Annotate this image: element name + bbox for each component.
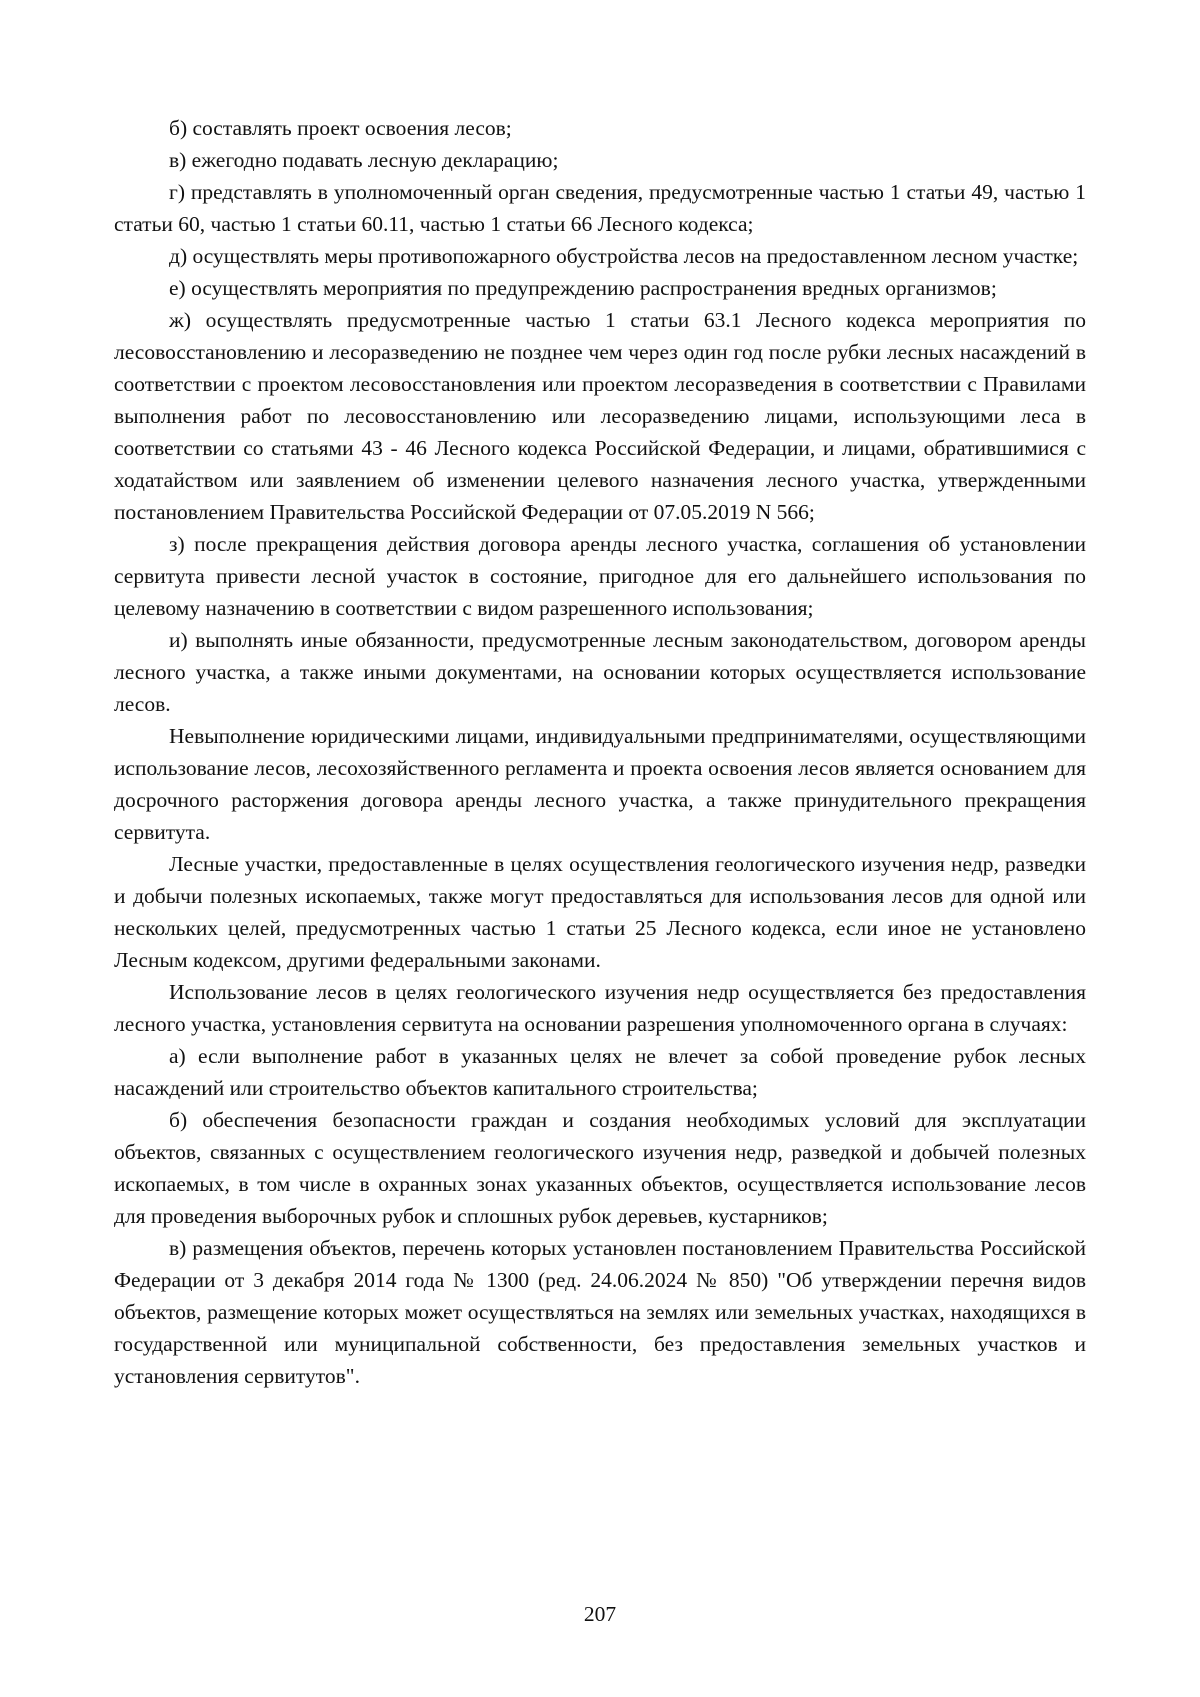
document-body [114, 112, 1086, 1392]
paragraph-b-safety-felling: б) обеспечения безопасности граждан и создания необходимых условий для эксплуатации объектов, связанных с осуществлением геологического изучения недр, разведкой и добычей полезных ископаемых, в том числе в охранных зонах указанных объектов, осуществляется использование лесов для проведения выборочных рубок и сплошных рубок деревьев, кустарников; [114, 1108, 1086, 1228]
paragraph-geological-use-without-plot: Использование лесов в целях геологического изучения недр осуществляется без предоставления лесного участка, установления сервитута на основании разрешения уполномоченного органа в случаях: [114, 980, 1086, 1036]
paragraph-e-pest-prevention: е) осуществлять мероприятия по предупреждению распространения вредных организмов; [169, 276, 997, 300]
paragraph-g-submit-information: г) представлять в уполномоченный орган сведения, предусмотренные частью 1 статьи 49, частью 1 статьи 60, частью 1 статьи 60.11, частью 1 статьи 66 Лесного кодекса; [114, 180, 1086, 236]
paragraph-a-no-felling: а) если выполнение работ в указанных целях не влечет за собой проведение рубок лесных насаждений или строительство объектов капитального строительства; [114, 1044, 1086, 1100]
paragraph-v-forest-declaration: в) ежегодно подавать лесную декларацию; [169, 148, 559, 172]
paragraph-zh-reforestation: ж) осуществлять предусмотренные частью 1 статьи 63.1 Лесного кодекса мероприятия по лесовосстановлению и лесоразведению не позднее чем через один год после рубки лесных насаждений в соответствии с проектом лесовосстановления или проектом лесоразведения в соответствии с Правилами выполнения работ по лесовосстановлению или лесоразведению лицами, использующими леса в соответствии со статьями 43 - 46 Лесного кодекса Российской Федерации, и лицами, обратившимися с ходатайством или заявлением об изменении целевого назначения лесного участка, утвержденными постановлением Правительства Российской Федерации от 07.05.2019 N 566; [114, 308, 1086, 524]
paragraph-b-forest-development-project: б) составлять проект освоения лесов; [169, 116, 512, 140]
paragraph-i-other-duties: и) выполнять иные обязанности, предусмотренные лесным законодательством, договором аренды лесного участка, а также иными документами, на основании которых осуществляется использование лесов. [114, 628, 1086, 716]
page-number: 207 [583, 1602, 617, 1626]
paragraph-geological-plots: Лесные участки, предоставленные в целях осуществления геологического изучения недр, разведки и добычи полезных ископаемых, также могут предоставляться для использования лесов для одной или нескольких целей, предусмотренных частью 1 статьи 25 Лесного кодекса, если иное не установлено Лесным кодексом, другими федеральными законами. [114, 852, 1086, 972]
paragraph-z-restore-plot: з) после прекращения действия договора аренды лесного участка, соглашения об установлении сервитута привести лесной участок в состояние, пригодное для его дальнейшего использования по целевому назначению в соответствии с видом разрешенного использования; [114, 532, 1086, 620]
paragraph-d-fire-prevention: д) осуществлять меры противопожарного обустройства лесов на предоставленном лесном участке; [169, 244, 1079, 268]
paragraph-non-compliance: Невыполнение юридическими лицами, индивидуальными предпринимателями, осуществляющими использование лесов, лесохозяйственного регламента и проекта освоения лесов является основанием для досрочного расторжения договора аренды лесного участка, а также принудительного прекращения сервитута. [114, 724, 1086, 844]
paragraph-v-object-placement: в) размещения объектов, перечень которых установлен постановлением Правительства Российской Федерации от 3 декабря 2014 года № 1300 (ред. 24.06.2024 № 850) "Об утверждении перечня видов объектов, размещение которых может осуществляться на землях или земельных участках, находящихся в государственной или муниципальной собственности, без предоставления земельных участков и установления сервитутов". [114, 1236, 1086, 1388]
